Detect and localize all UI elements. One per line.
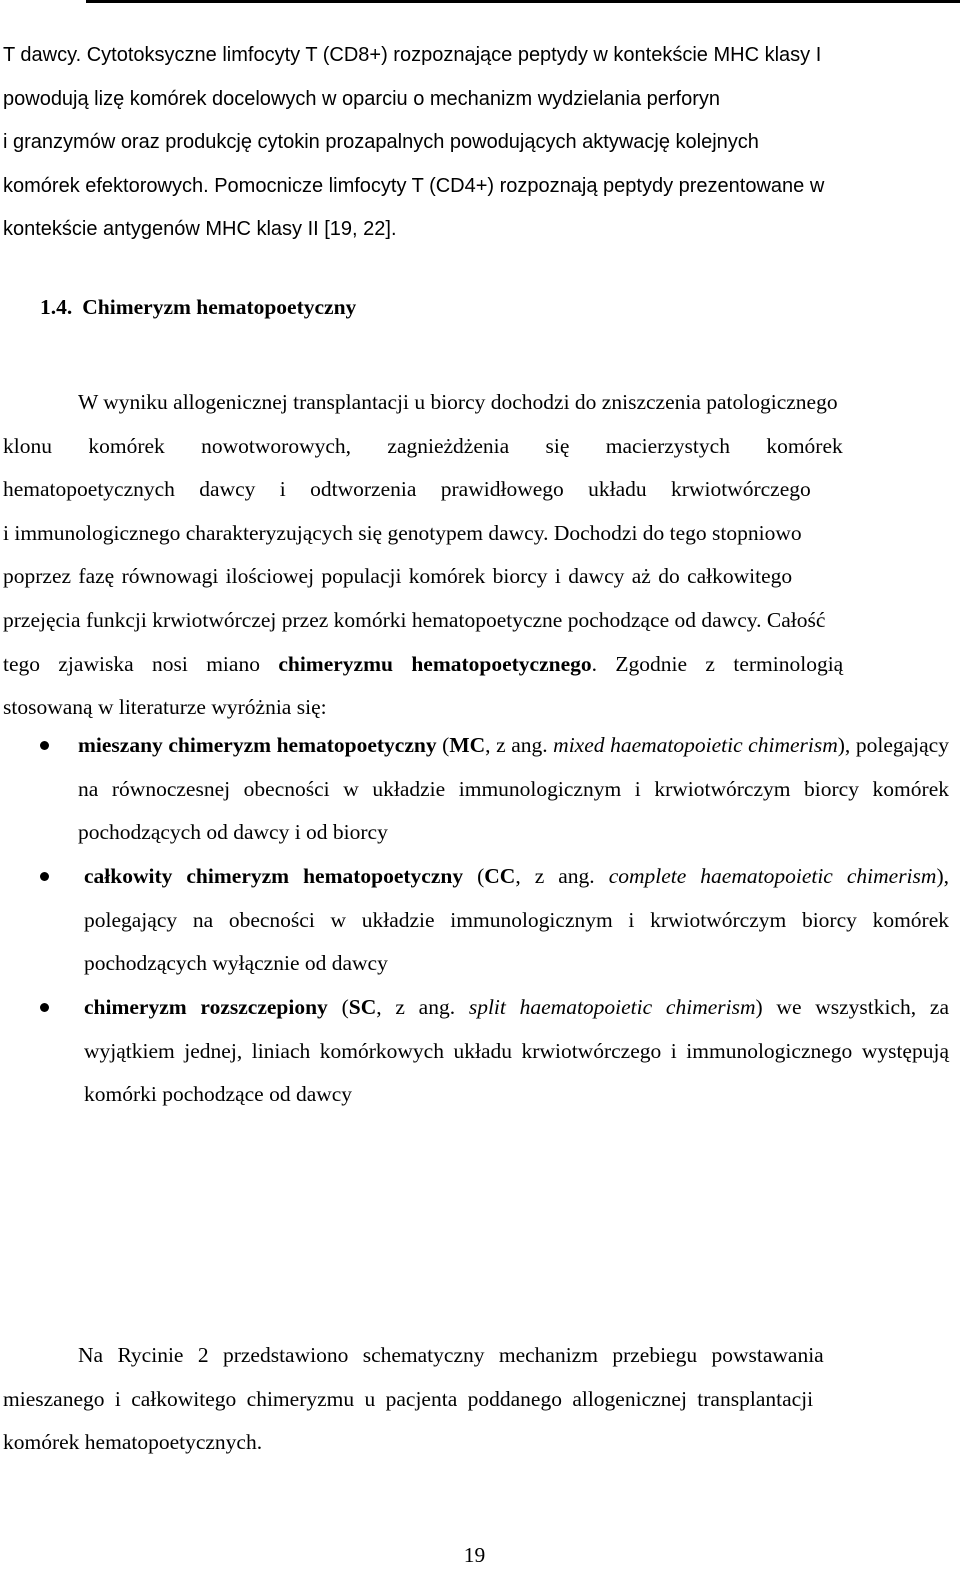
list-item	[0, 855, 949, 986]
text-fragment: (	[436, 733, 450, 757]
text-line: i immunologicznego charakteryzujących się genotypem dawcy. Dochodzi do tego stopniowo	[3, 520, 802, 545]
text-line: Na Rycinie 2 przedstawiono schematyczny mechanizm przebiegu powstawania	[78, 1343, 824, 1367]
list-item-text	[78, 724, 949, 855]
term-english: mixed haematopoietic chimerism	[553, 733, 838, 757]
list-item-text	[84, 855, 949, 986]
text-fragment: . Zgodnie z terminologią	[591, 651, 844, 676]
term-english: complete haematopoietic chimerism	[608, 864, 937, 888]
bullet-icon	[40, 1003, 49, 1012]
chimerism-types-list	[0, 724, 949, 1117]
text-line-content: i granzymów oraz produkcję cytokin prozapalnych powodujących aktywację kolejnych	[3, 131, 759, 154]
term-bold: chimeryzm rozszczepiony	[84, 995, 328, 1019]
term-bold: mieszany chimeryzm hematopoetyczny	[78, 733, 437, 757]
text-fragment: we wszystkich, za wyjątkiem jednej, liniach komórkowych układu krwiotwórczego i immunologicznego występują komórki pochodzące od dawcy	[84, 995, 950, 1107]
text-fragment: , z ang.	[376, 995, 469, 1019]
list-item	[0, 724, 949, 855]
text-line-content: T dawcy. Cytotoksyczne limfocyty T (CD8+) rozpoznające peptydy w kontekście MHC klasy I	[3, 44, 822, 66]
text-line: stosowaną w literaturze wyróżnia się:	[3, 695, 327, 720]
text-fragment: ),	[936, 864, 949, 888]
list-item-text	[84, 986, 949, 1117]
list-item	[0, 986, 949, 1117]
paragraph-chimerism	[3, 381, 949, 730]
term-bold: całkowity chimeryzm hematopoetyczny	[84, 864, 464, 888]
text-line-content: komórek efektorowych. Pomocnicze limfocyty T (CD4+) rozpoznają peptydy prezentowane w	[3, 174, 825, 197]
text-line: poprzez fazę równowagi ilościowej populacji komórek biorcy i dawcy aż do całkowitego	[3, 564, 793, 589]
text-line: hematopoetycznych dawcy i odtworzenia prawidłowego układu krwiotwórczego	[3, 477, 811, 502]
text-fragment: , z ang.	[515, 864, 609, 888]
paragraph-intro	[3, 34, 949, 252]
text-line	[3, 643, 949, 687]
term-abbreviation: CC	[484, 864, 516, 888]
text-fragment: (	[327, 995, 349, 1019]
bullet-icon	[40, 872, 49, 881]
text-fragment: ),	[837, 733, 851, 757]
text-line: mieszanego i całkowitego chimeryzmu u pacjenta poddanego allogenicznej transplantacji	[3, 1386, 814, 1411]
text-fragment: (	[463, 864, 485, 888]
top-rule	[86, 0, 960, 3]
paragraph-figure-reference	[3, 1334, 949, 1465]
text-fragment: polegający na obecności w układzie immunologicznym i krwiotwórczym biorcy komórek pochodzących wyłącznie od dawcy	[84, 907, 949, 976]
term-abbreviation: SC	[348, 995, 377, 1019]
text-line	[3, 78, 949, 122]
text-fragment: , z ang.	[485, 733, 554, 757]
term-abbreviation: MC	[449, 733, 486, 757]
text-line-content: powodują lizę komórek docelowych w oparciu o mechanizm wydzielania perforyn	[3, 87, 721, 110]
bullet-icon	[40, 741, 49, 750]
section-title: Chimeryzm hematopoetyczny	[82, 295, 357, 319]
section-number: 1.4.	[40, 295, 73, 319]
page-number: 19	[463, 1543, 486, 1567]
text-line	[3, 165, 949, 209]
text-fragment: polegający na równoczesnej obecności w układzie immunologicznym i krwiotwórczym biorcy komórek pochodzących od dawcy i od biorcy	[78, 733, 949, 845]
term-chimeryzm-hematopoetyczny: chimeryzmu hematopoetycznego	[278, 651, 592, 676]
text-line	[3, 121, 949, 165]
text-line: przejęcia funkcji krwiotwórczej przez komórki hematopoetyczne pochodzące od dawcy. Całość	[3, 607, 826, 632]
text-fragment: tego zjawiska nosi miano	[3, 651, 279, 676]
text-line: klonu komórek nowotworowych, zagnieżdżenia się macierzystych komórek	[3, 433, 843, 458]
section-heading	[40, 295, 356, 320]
text-line	[3, 34, 949, 78]
text-fragment: )	[755, 995, 763, 1019]
term-english: split haematopoietic chimerism	[468, 995, 756, 1019]
text-line: komórek hematopoetycznych.	[3, 1430, 263, 1455]
text-line	[3, 208, 949, 252]
text-line-content: kontekście antygenów MHC klasy II [19, 22].	[3, 218, 397, 241]
text-line: W wyniku allogenicznej transplantacji u biorcy dochodzi do zniszczenia patologicznego	[78, 390, 838, 414]
